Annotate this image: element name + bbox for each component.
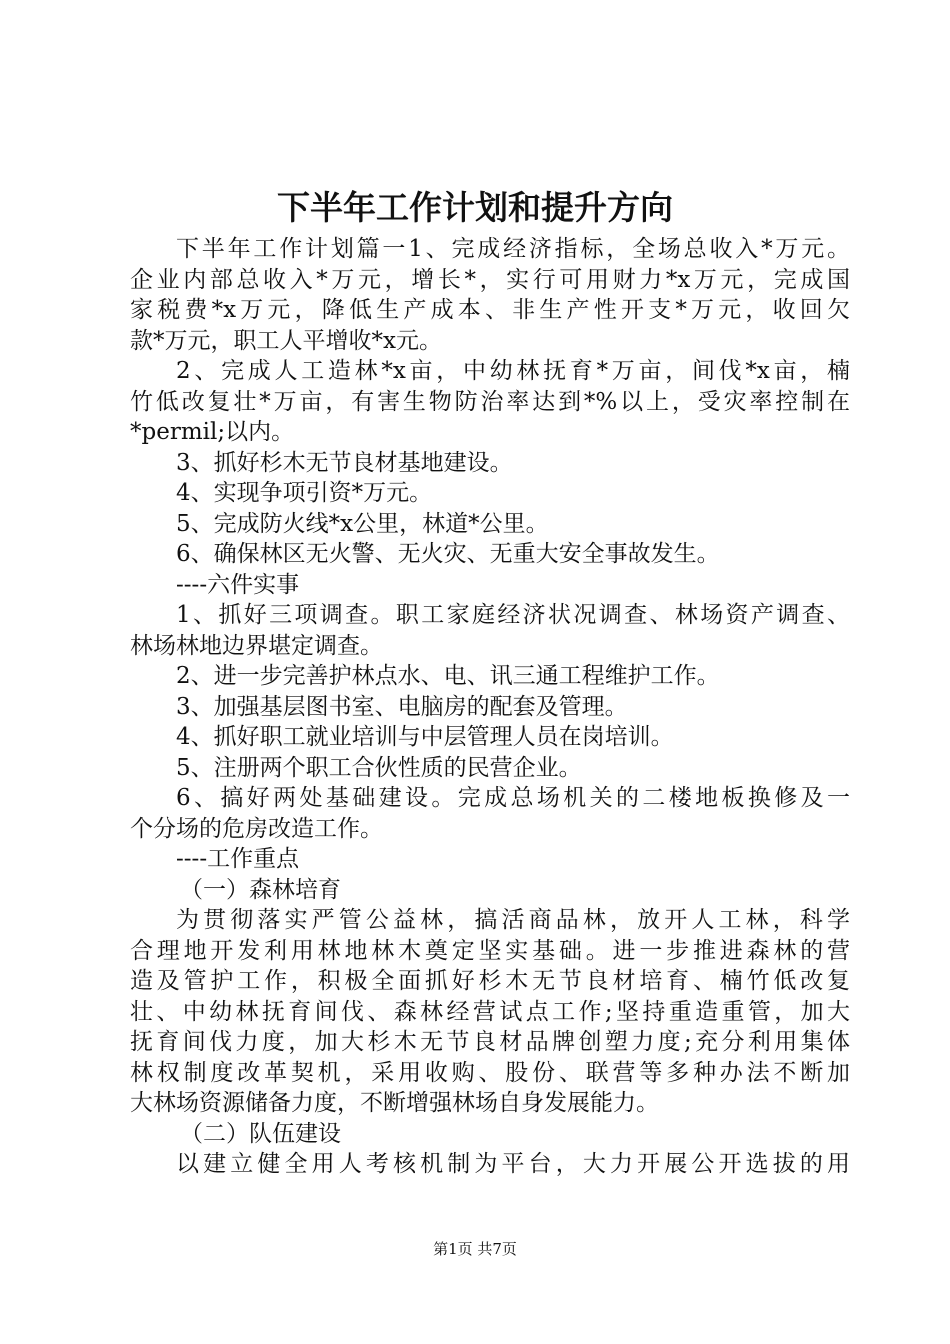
paragraph-line: 抚育间伐力度，加大杉木无节良材品牌创塑力度;充分利用集体	[130, 1029, 850, 1055]
paragraph-line: 4、实现争项引资*万元。	[176, 480, 433, 506]
paragraph-line: 家税费*x万元，降低生产成本、非生产性开支*万元，收回欠	[130, 297, 850, 323]
document-body	[130, 234, 850, 1180]
section-divider: ----六件实事	[176, 571, 300, 598]
paragraph-line: 造及管护工作，积极全面抓好杉木无节良材培育、楠竹低改复	[130, 968, 850, 994]
paragraph-line: 5、完成防火线*x公里，林道*公里。	[176, 510, 549, 537]
paragraph-line: 2、完成人工造林*x亩，中幼林抚育*万亩，间伐*x亩，楠	[176, 358, 850, 384]
paragraph-line: 林场林地边界堪定调查。	[130, 632, 383, 659]
page-footer: 第1页 共7页	[433, 1240, 517, 1258]
section-divider: ----工作重点	[176, 846, 300, 872]
paragraph-line: 6、搞好两处基础建设。完成总场机关的二楼地板换修及一	[176, 785, 850, 811]
paragraph-line: 3、加强基层图书室、电脑房的配套及管理。	[176, 693, 628, 720]
paragraph-line: 5、注册两个职工合伙性质的民营企业。	[176, 754, 582, 781]
paragraph-line: 以建立健全用人考核机制为平台，大力开展公开选拔的用	[176, 1151, 850, 1177]
paragraph-line: 下半年工作计划篇一1、完成经济指标，全场总收入*万元。	[176, 236, 850, 262]
paragraph-line: 款*万元，职工人平增收*x元。	[130, 327, 442, 354]
paragraph-line: 企业内部总收入*万元，增长*，实行可用财力*x万元，完成国	[130, 266, 850, 293]
paragraph-line: *permil;以内。	[130, 419, 295, 445]
paragraph-line: 竹低改复壮*万亩，有害生物防治率达到*%以上，受灾率控制在	[130, 388, 850, 415]
paragraph-line: 4、抓好职工就业培训与中层管理人员在岗培训。	[176, 724, 674, 750]
paragraph-line: 林权制度改革契机，采用收购、股份、联营等多种办法不断加	[130, 1059, 850, 1086]
section-heading: （二）队伍建设	[180, 1120, 341, 1147]
section-heading: （一）森林培育	[180, 876, 341, 903]
paragraph-line: 2、进一步完善护林点水、电、讯三通工程维护工作。	[176, 663, 720, 689]
paragraph-line: 大林场资源储备力度，不断增强林场自身发展能力。	[130, 1090, 659, 1116]
paragraph-line: 个分场的危房改造工作。	[130, 815, 383, 842]
paragraph-line: 合理地开发利用林地林木奠定坚实基础。进一步推进森林的营	[130, 937, 850, 964]
paragraph-line: 6、确保林区无火警、无火灾、无重大安全事故发生。	[176, 541, 720, 567]
paragraph-line: 1、抓好三项调查。职工家庭经济状况调查、林场资产调查、	[176, 602, 850, 628]
paragraph-line: 3、抓好杉木无节良材基地建设。	[176, 449, 513, 476]
paragraph-line: 壮、中幼林抚育间伐、森林经营试点工作;坚持重造重管，加大	[130, 998, 850, 1025]
document-title: 下半年工作计划和提升方向	[277, 188, 673, 227]
paragraph-line: 为贯彻落实严管公益林，搞活商品林，放开人工林，科学	[176, 907, 850, 933]
